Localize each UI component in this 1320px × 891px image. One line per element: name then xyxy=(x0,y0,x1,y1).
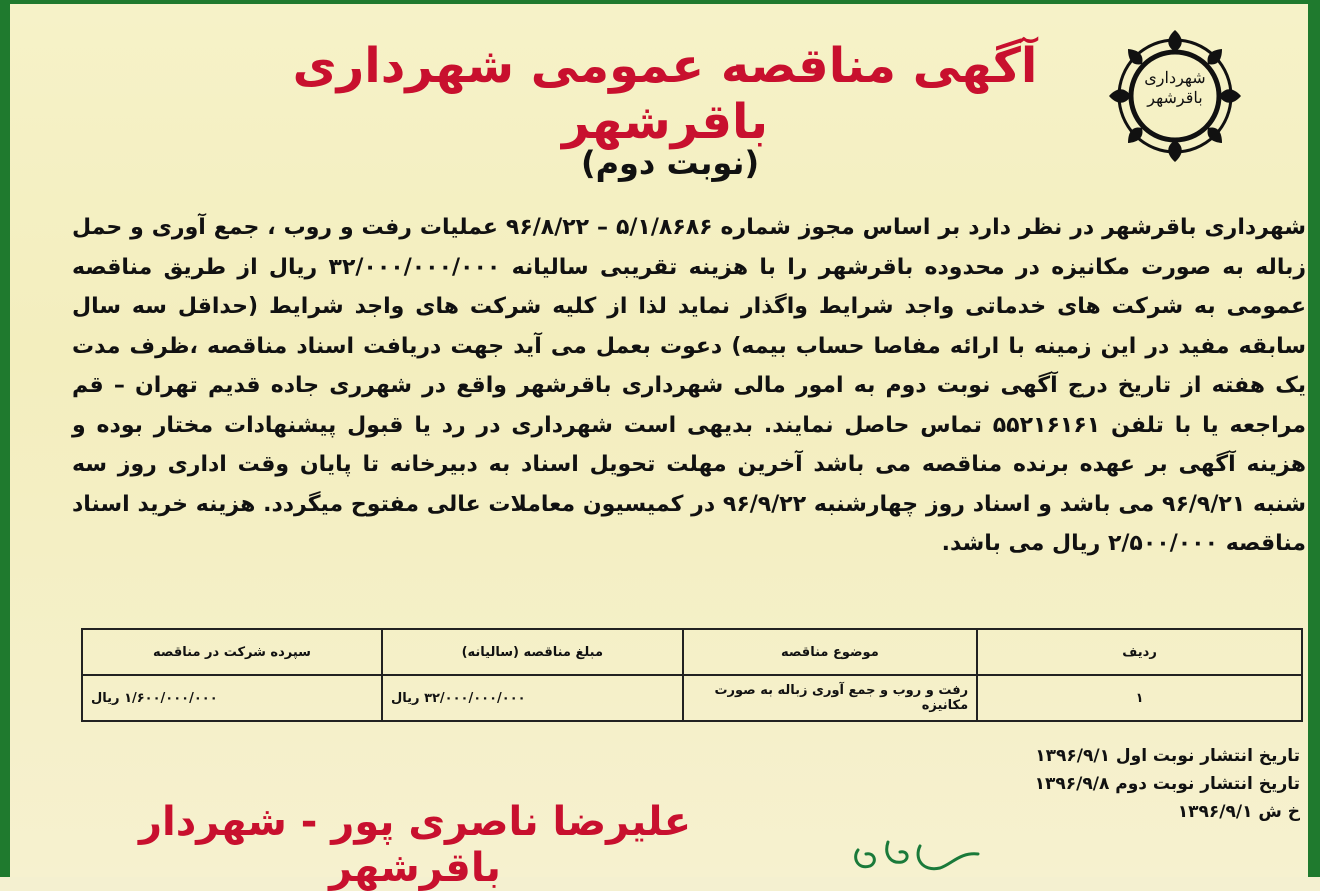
table-header-row xyxy=(82,629,1302,675)
ad-title: آگهی مناقصه عمومی شهرداری باقرشهر xyxy=(292,38,1038,150)
table-cell-amount: ۳۲/۰۰۰/۰۰۰/۰۰۰ ریال xyxy=(382,675,683,721)
table-cell-deposit: ۱/۶۰۰/۰۰۰/۰۰۰ ریال xyxy=(82,675,382,721)
municipality-logo xyxy=(1106,28,1244,164)
logo-text: شهرداری باقرشهر xyxy=(1144,68,1206,107)
column-header: سپرده شرکت در مناقصه xyxy=(82,629,382,675)
publication-dates xyxy=(998,742,1300,826)
tender-table xyxy=(81,628,1303,722)
table-cell-subject: رفت و روب و جمع آوری زباله به صورت مکانیزه xyxy=(683,675,978,721)
column-header: موضوع مناقصه xyxy=(683,629,978,675)
table-row xyxy=(82,675,1302,721)
ad-subtitle: (نوبت دوم) xyxy=(580,144,760,182)
ad-code: خ ش ۱۳۹۶/۹/۱ xyxy=(1177,802,1300,822)
first-publication-date: تاریخ انتشار نوبت اول ۱۳۹۶/۹/۱ xyxy=(1035,746,1300,766)
second-publication-date: تاریخ انتشار نوبت دوم ۱۳۹۶/۹/۸ xyxy=(1034,774,1300,794)
table-cell-row-number: ۱ xyxy=(977,675,1302,721)
mayor-signature: علیرضا ناصری پور - شهردار باقرشهر xyxy=(138,799,692,891)
ad-body-paragraph: شهرداری باقرشهر در نظر دارد بر اساس مجوز شماره ۵/۱/۸۶۸۶ – ۹۶/۸/۲۲ عملیات رفت و روب ، جمع آوری و حمل زباله به صورت مکانیزه در محدوده باقرشهر را با هزینه تقریبی سالیانه ۳۲/۰۰۰/۰۰۰/۰۰۰ ریال از طریق مناقصه عمومی به شرکت های خدماتی واجد شرایط واگذار نماید لذا از کلیه شرکت های واجد شرایط (حداقل سه سال سابقه مفید در این زمینه با ارائه مفاصا حساب بیمه) دعوت بعمل می آید جهت دریافت اسناد مناقصه ،ظرف مدت یک هفته از تاریخ درج آگهی نوبت دوم به امور مالی شهرداری باقرشهر واقع در شهرری جاده قدیم تهران – قم مراجعه یا با تلفن ۵۵۲۱۶۱۶۱ تماس حاصل نمایند. بدیهی است شهرداری در رد یا قبول پیشنهادات مختار بوده و هزینه آگهی بر عهده برنده مناقصه می باشد آخرین مهلت تحویل اسناد به دبیرخانه تا پایان وقت اداری روز سه شنبه ۹۶/۹/۲۱ می باشد و اسناد روز چهارشنبه ۹۶/۹/۲۲ در کمیسیون معاملات عالی مفتوح میگردد. هزینه خرید اسناد مناقصه ۲/۵۰۰/۰۰۰ ریال می باشد. xyxy=(72,215,1307,556)
handwritten-mark-icon xyxy=(848,832,988,878)
column-header: ردیف xyxy=(977,629,1302,675)
column-header: مبلغ مناقصه (سالیانه) xyxy=(382,629,683,675)
